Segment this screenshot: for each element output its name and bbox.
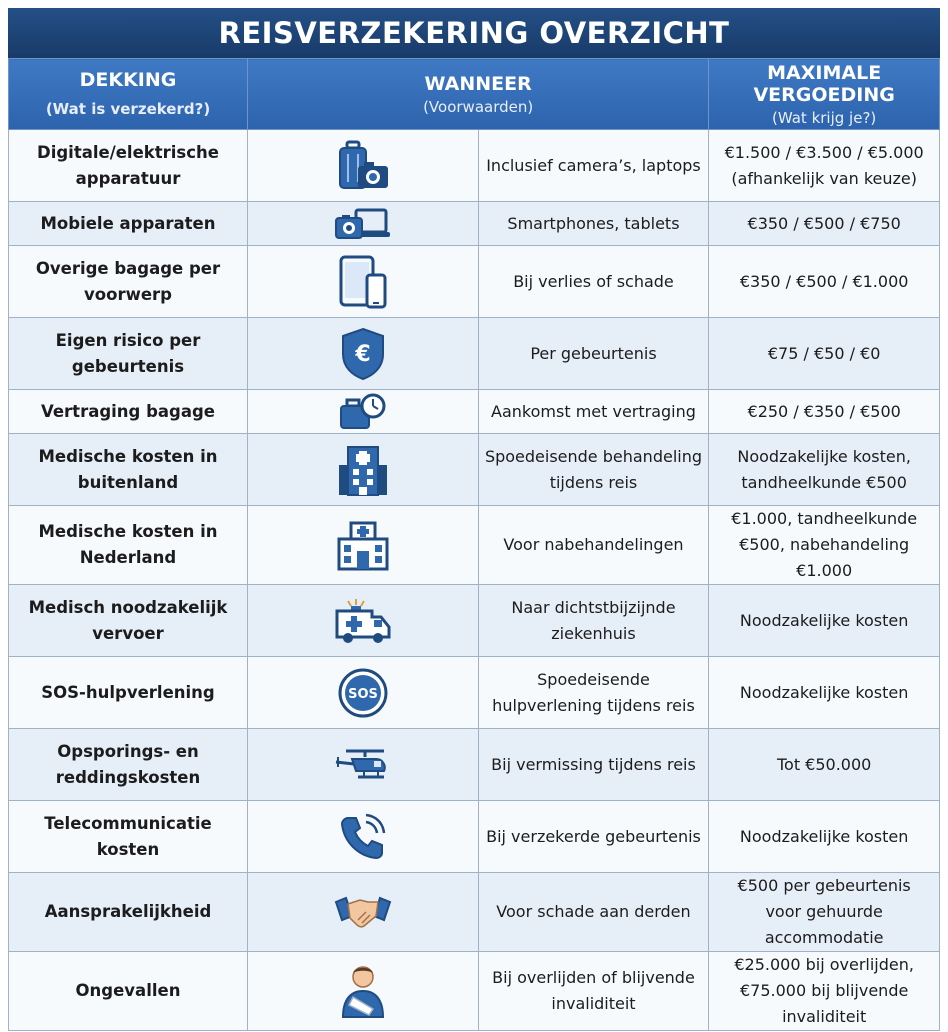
max-cell: €250 / €350 / €500 xyxy=(709,390,940,434)
header-when xyxy=(248,59,709,130)
sos-icon xyxy=(337,667,389,719)
max-value: €1.500 / €3.500 / €5.000 xyxy=(724,142,924,162)
table-row xyxy=(9,729,940,801)
when-cell: Bij verlies of schade xyxy=(478,246,709,318)
insurance-overview xyxy=(8,8,940,1031)
table-row xyxy=(9,585,940,657)
coverage-cell: Eigen risico per gebeurtenis xyxy=(9,318,248,390)
coverage-cell: Mobiele apparaten xyxy=(9,202,248,246)
max-cell: Noodzakelijke kosten, tandheelkunde €500 xyxy=(709,434,940,506)
table-row xyxy=(9,202,940,246)
coverage-cell: Medische kosten in Nederland xyxy=(9,506,248,585)
max-cell: Noodzakelijke kosten xyxy=(709,801,940,873)
icon-cell xyxy=(248,130,479,202)
header-max-sub: (Wat krijg je?) xyxy=(772,108,877,127)
coverage-cell: Aansprakelijkheid xyxy=(9,873,248,952)
max-cell: €500 per gebeurtenis voor gehuurde accommodatie xyxy=(709,873,940,952)
header-max xyxy=(709,59,940,130)
sos-icon-label: SOS xyxy=(347,686,378,702)
icon-cell xyxy=(248,506,479,585)
suitcase-clock-icon xyxy=(337,392,389,432)
icon-cell xyxy=(248,801,479,873)
injured-person-icon xyxy=(339,963,387,1019)
max-cell: €350 / €500 / €750 xyxy=(709,202,940,246)
icon-cell xyxy=(248,952,479,1031)
table-row xyxy=(9,246,940,318)
max-note: (afhankelijk van keuze) xyxy=(731,168,917,188)
camera-laptop-icon xyxy=(334,206,392,242)
table-row xyxy=(9,506,940,585)
max-cell: €25.000 bij overlijden, €75.000 bij blijvende invaliditeit xyxy=(709,952,940,1031)
header-coverage-label: DEKKING xyxy=(79,68,177,91)
when-cell: Bij overlijden of blijvende invaliditeit xyxy=(478,952,709,1031)
phone-icon xyxy=(338,812,388,862)
max-cell xyxy=(709,130,940,202)
header-max-label: MAXIMALE VERGOEDING xyxy=(753,61,895,106)
max-cell: €350 / €500 / €1.000 xyxy=(709,246,940,318)
coverage-cell: Ongevallen xyxy=(9,952,248,1031)
icon-cell xyxy=(248,729,479,801)
when-cell: Smartphones, tablets xyxy=(478,202,709,246)
icon-cell xyxy=(248,873,479,952)
coverage-cell: Medische kosten in buitenland xyxy=(9,434,248,506)
coverage-cell: Opsporings- en reddingskosten xyxy=(9,729,248,801)
clinic-icon xyxy=(335,519,391,571)
coverage-cell: Vertraging bagage xyxy=(9,390,248,434)
max-cell: Noodzakelijke kosten xyxy=(709,585,940,657)
luggage-camera-icon xyxy=(334,138,392,194)
table-row xyxy=(9,873,940,952)
max-cell: Tot €50.000 xyxy=(709,729,940,801)
icon-cell xyxy=(248,657,479,729)
table-row xyxy=(9,657,940,729)
helicopter-icon xyxy=(334,747,392,783)
coverage-cell: Overige bagage per voorwerp xyxy=(9,246,248,318)
when-cell: Voor nabehandelingen xyxy=(478,506,709,585)
header-coverage xyxy=(9,59,248,130)
tablet-phone-icon xyxy=(335,253,391,311)
table-row xyxy=(9,130,940,202)
icon-cell xyxy=(248,585,479,657)
when-cell: Spoedeisende hulpverlening tijdens reis xyxy=(478,657,709,729)
icon-cell xyxy=(248,390,479,434)
coverage-cell: SOS-hulpverlening xyxy=(9,657,248,729)
table-row xyxy=(9,390,940,434)
header-when-label: WANNEER xyxy=(424,72,532,95)
table-row xyxy=(9,318,940,390)
when-cell: Naar dichtstbijzijnde ziekenhuis xyxy=(478,585,709,657)
handshake-icon xyxy=(334,892,392,932)
coverage-cell: Medisch noodzakelijk vervoer xyxy=(9,585,248,657)
icon-cell xyxy=(248,434,479,506)
max-cell: €75 / €50 / €0 xyxy=(709,318,940,390)
svg-text:€: € xyxy=(355,341,371,367)
when-cell: Per gebeurtenis xyxy=(478,318,709,390)
icon-cell xyxy=(248,318,479,390)
when-cell: Aankomst met vertraging xyxy=(478,390,709,434)
max-cell: Noodzakelijke kosten xyxy=(709,657,940,729)
table-header-row xyxy=(9,59,940,130)
when-cell: Bij verzekerde gebeurtenis xyxy=(478,801,709,873)
when-cell: Inclusief camera’s, laptops xyxy=(478,130,709,202)
table-row xyxy=(9,801,940,873)
table-row xyxy=(9,434,940,506)
coverage-cell: Digitale/elektrische apparatuur xyxy=(9,130,248,202)
euro-shield-icon xyxy=(338,326,388,382)
when-cell: Voor schade aan derden xyxy=(478,873,709,952)
page-title: REISVERZEKERING OVERZICHT xyxy=(8,8,940,58)
header-when-sub: (Voorwaarden) xyxy=(423,97,534,116)
hospital-building-icon xyxy=(336,443,390,497)
icon-cell xyxy=(248,246,479,318)
icon-cell xyxy=(248,202,479,246)
when-cell: Bij vermissing tijdens reis xyxy=(478,729,709,801)
coverage-table xyxy=(8,58,940,1031)
max-cell: €1.000, tandheelkunde €500, nabehandeling €1.000 xyxy=(709,506,940,585)
table-row xyxy=(9,952,940,1031)
ambulance-icon xyxy=(334,597,392,645)
header-coverage-sub: (Wat is verzekerd?) xyxy=(45,99,211,118)
coverage-cell: Telecommunicatie kosten xyxy=(9,801,248,873)
when-cell: Spoedeisende behandeling tijdens reis xyxy=(478,434,709,506)
